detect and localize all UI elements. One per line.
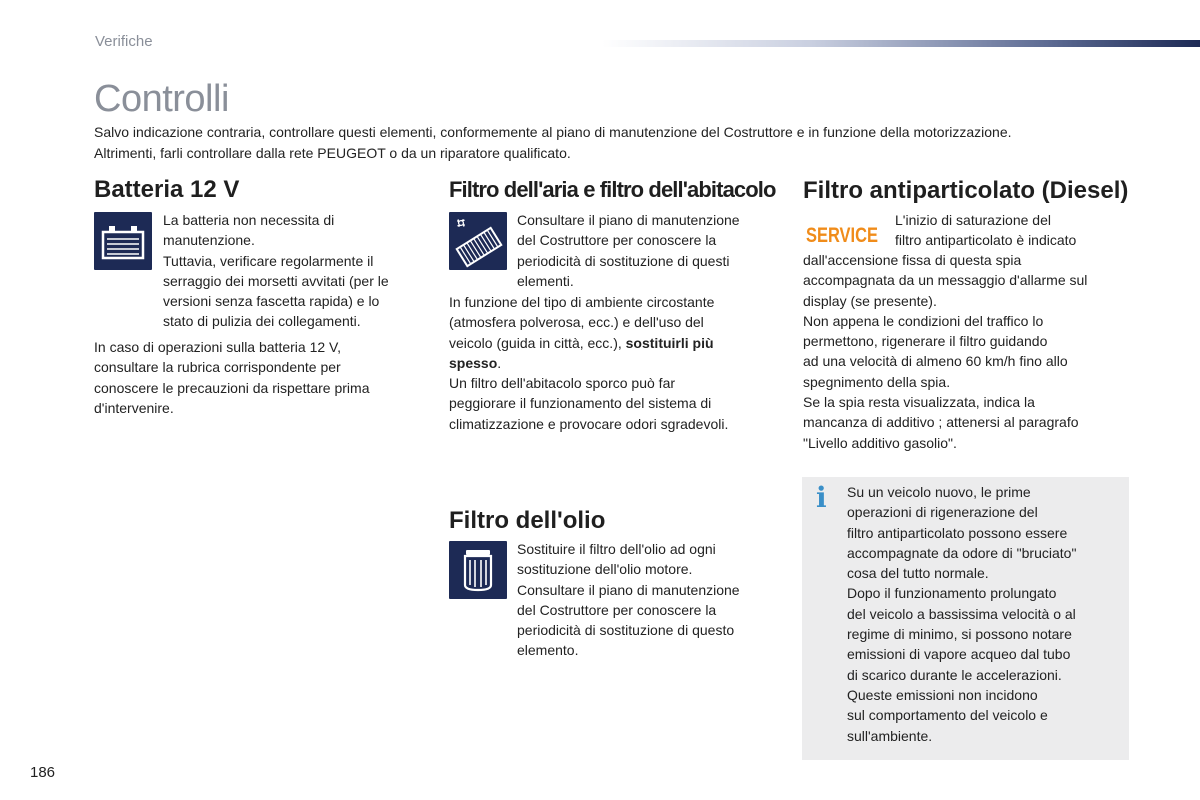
- intro-text: [94, 122, 1134, 163]
- intro-line: Salvo indicazione contraria, controllare questi elementi, conformemente al piano di manutenzione del Costruttore e in funzione della motorizzazione.: [94, 124, 1012, 140]
- emphasis-text: spesso: [449, 354, 498, 371]
- text-line: elementi.: [517, 272, 574, 289]
- text-line: consultare la rubrica corrispondente per: [94, 359, 341, 376]
- battery-note: [94, 337, 429, 418]
- air-filter-heading: Filtro dell'aria e filtro dell'abitacolo: [449, 177, 776, 202]
- text-line: sul comportamento del veicolo e: [847, 707, 1048, 724]
- particulate-filter-heading: Filtro antiparticolato (Diesel): [803, 177, 1129, 204]
- text-line: peggiorare il funzionamento del sistema di: [449, 395, 712, 412]
- text-line: Dopo il funzionamento prolungato: [847, 585, 1057, 602]
- text-line: d'intervenire.: [94, 399, 174, 416]
- text-line: "Livello additivo gasolio".: [803, 434, 957, 451]
- text-line: conoscere le precauzioni da rispettare prima: [94, 379, 370, 396]
- battery-section: [94, 176, 424, 204]
- text-line: filtro antiparticolato è indicato: [895, 232, 1077, 249]
- battery-heading: Batteria 12 V: [94, 176, 240, 203]
- info-icon: i: [816, 481, 827, 514]
- text-span: .: [497, 354, 502, 371]
- text-line: del Costruttore per conoscere la: [517, 232, 717, 249]
- oil-filter-text: [517, 539, 782, 661]
- info-box: [802, 477, 1129, 760]
- text-line: manutenzione.: [163, 232, 255, 249]
- intro-line: Altrimenti, farli controllare dalla rete PEUGEOT o da un riparatore qualificato.: [94, 144, 571, 161]
- text-line: filtro antiparticolato possono essere: [847, 524, 1068, 541]
- service-label: SERVICE: [806, 224, 878, 247]
- text-line: La batteria non necessita di: [163, 212, 335, 228]
- header-gradient-bar: [602, 40, 1200, 47]
- text-line: di scarico durante le accelerazioni.: [847, 666, 1062, 683]
- text-line: (atmosfera polverosa, ecc.) e dell'uso del: [449, 314, 704, 331]
- text-line: dall'accensione fissa di questa spia: [803, 252, 1022, 268]
- text-line: Consultare il piano di manutenzione: [517, 212, 740, 228]
- text-line: Queste emissioni non incidono: [847, 686, 1038, 703]
- emphasis-text: sostituirli più: [625, 334, 714, 351]
- page-title: Controlli: [94, 78, 229, 120]
- air-filter-icon: [449, 212, 507, 270]
- oil-filter-heading: Filtro dell'olio: [449, 507, 606, 534]
- text-line: accompagnate da odore di "bruciato": [847, 544, 1077, 561]
- text-line: periodicità di sostituzione di questo: [517, 622, 735, 639]
- particulate-filter-text: [803, 250, 1138, 453]
- oil-filter-section: [449, 507, 779, 535]
- text-line: versioni senza fascetta rapida) e lo: [163, 293, 380, 310]
- text-line: Su un veicolo nuovo, le prime: [847, 484, 1031, 500]
- text-line: [449, 353, 784, 373]
- text-line: cosa del tutto normale.: [847, 565, 989, 582]
- text-line: sostituzione dell'olio motore.: [517, 561, 693, 578]
- text-line: Non appena le condizioni del traffico lo: [803, 312, 1044, 329]
- text-line: Un filtro dell'abitacolo sporco può far: [449, 375, 676, 392]
- battery-text: [163, 210, 428, 332]
- text-line: climatizzazione e provocare odori sgradevoli.: [449, 415, 729, 432]
- section-tag: Verifiche: [95, 33, 153, 50]
- page-number: 186: [30, 764, 56, 781]
- air-filter-section: [449, 177, 789, 203]
- text-line: In caso di operazioni sulla batteria 12 V,: [94, 339, 341, 355]
- text-line: spegnimento della spia.: [803, 373, 951, 390]
- air-filter-note: [449, 292, 784, 434]
- text-line: Se la spia resta visualizzata, indica la: [803, 394, 1035, 411]
- text-line: Tuttavia, verificare regolarmente il: [163, 252, 374, 269]
- text-line: serraggio dei morsetti avvitati (per le: [163, 272, 389, 289]
- text-line: operazioni di rigenerazione del: [847, 504, 1038, 521]
- text-line: elemento.: [517, 642, 579, 659]
- text-line: regime di minimo, si possono notare: [847, 626, 1072, 643]
- battery-icon: [94, 212, 152, 270]
- text-line: In funzione del tipo di ambiente circostante: [449, 294, 715, 310]
- text-span: veicolo (guida in città, ecc.),: [449, 334, 626, 351]
- text-line: emissioni di vapore acqueo dal tubo: [847, 646, 1071, 663]
- text-line: del veicolo a bassissima velocità o al: [847, 605, 1076, 622]
- text-line: Consultare il piano di manutenzione: [517, 581, 740, 598]
- service-warning-icon: [804, 218, 886, 248]
- text-line: permettono, rigenerare il filtro guidando: [803, 333, 1048, 350]
- text-line: sull'ambiente.: [847, 727, 933, 744]
- particulate-filter-section: [803, 177, 1143, 205]
- text-line: periodicità di sostituzione di questi: [517, 252, 730, 269]
- particulate-filter-text-short: [895, 210, 1135, 251]
- text-line: [449, 333, 784, 353]
- info-text: [847, 482, 1122, 746]
- text-line: ad una velocità di almeno 60 km/h fino allo: [803, 353, 1068, 370]
- text-line: mancanza di additivo ; attenersi al paragrafo: [803, 414, 1079, 431]
- oil-filter-icon: [449, 541, 507, 599]
- text-line: accompagnata da un messaggio d'allarme sul: [803, 272, 1088, 289]
- text-line: stato di pulizia dei collegamenti.: [163, 313, 361, 330]
- text-line: Sostituire il filtro dell'olio ad ogni: [517, 541, 716, 557]
- text-line: display (se presente).: [803, 292, 937, 309]
- air-filter-text: [517, 210, 782, 291]
- text-line: L'inizio di saturazione del: [895, 212, 1051, 228]
- text-line: del Costruttore per conoscere la: [517, 601, 717, 618]
